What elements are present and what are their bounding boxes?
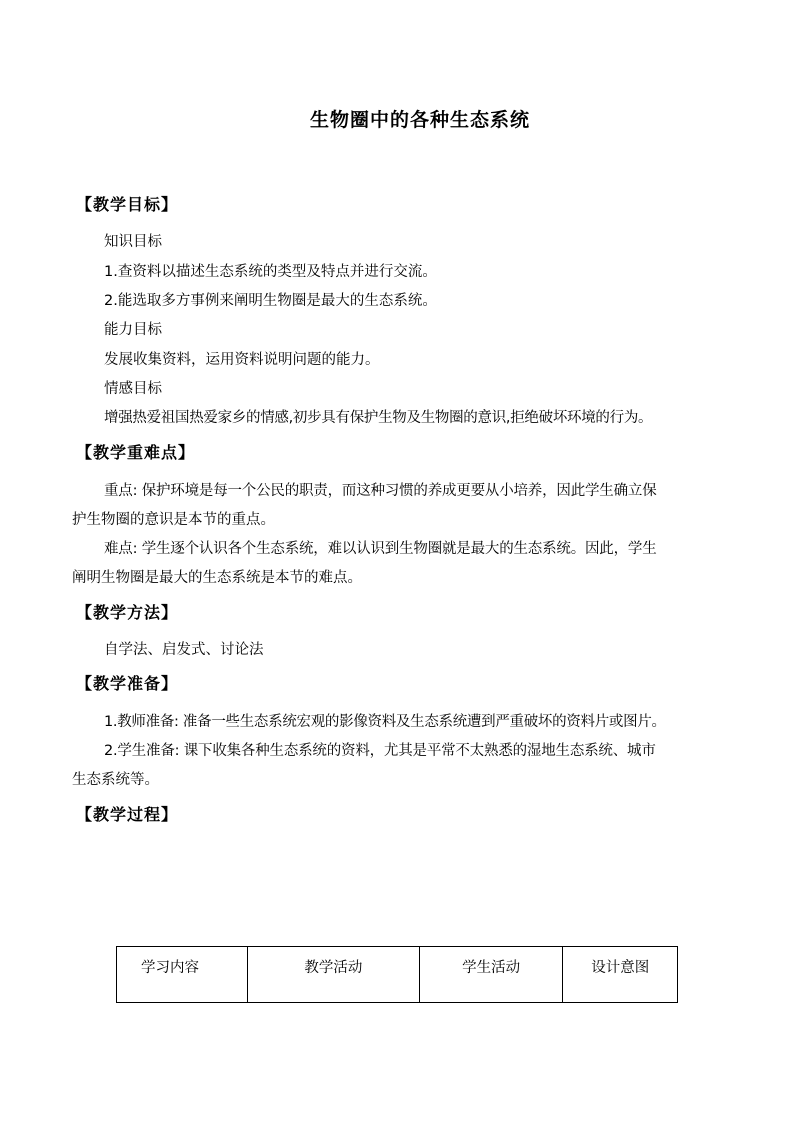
column-header-teaching-activity: 教学活动: [248, 947, 420, 1003]
knowledge-goal-item-2: 2.能选取多方事例来阐明生物圈是最大的生态系统。: [104, 293, 437, 309]
difficult-point-line-1: 难点: 学生逐个认识各个生态系统，难以认识到生物圈就是最大的生态系统。因此，学生: [104, 541, 657, 557]
ability-goal-label: 能力目标: [104, 322, 162, 338]
column-header-learning-content: 学习内容: [117, 947, 248, 1003]
heading-teaching-preparation: 【教学准备】: [76, 674, 179, 693]
knowledge-goal-label: 知识目标: [104, 234, 162, 250]
heading-key-points: 【教学重难点】: [76, 443, 196, 462]
difficult-point-line-2: 阐明生物圈是最大的生态系统是本节的难点。: [72, 570, 362, 586]
ability-goal-item: 发展收集资料，运用资料说明问题的能力。: [104, 352, 380, 368]
teacher-preparation: 1.教师准备: 准备一些生态系统宏观的影像资料及生态系统遭到严重破坏的资料片或图片。: [104, 714, 666, 730]
teaching-methods-content: 自学法、启发式、讨论法: [104, 642, 264, 658]
page-title: 生物圈中的各种生态系统: [309, 109, 530, 131]
key-point-line-2: 护生物圈的意识是本节的重点。: [72, 512, 275, 528]
heading-teaching-goals: 【教学目标】: [76, 195, 179, 214]
heading-teaching-methods: 【教学方法】: [76, 603, 179, 622]
teaching-process-table: [116, 946, 678, 1003]
knowledge-goal-item-1: 1.查资料以描述生态系统的类型及特点并进行交流。: [104, 264, 437, 280]
emotion-goal-label: 情感目标: [104, 381, 162, 397]
emotion-goal-item: 增强热爱祖国热爱家乡的情感,初步具有保护生物及生物圈的意识,拒绝破坏环境的行为。: [104, 410, 653, 426]
heading-teaching-process: 【教学过程】: [76, 805, 179, 824]
student-preparation-line-1: 2.学生准备: 课下收集各种生态系统的资料，尤其是平常不太熟悉的湿地生态系统、城市: [104, 743, 656, 759]
column-header-student-activity: 学生活动: [419, 947, 563, 1003]
table-header-row: [117, 947, 678, 1003]
column-header-design-intent: 设计意图: [563, 947, 678, 1003]
student-preparation-line-2: 生态系统等。: [72, 772, 159, 788]
key-point-line-1: 重点: 保护环境是每一个公民的职责，而这种习惯的养成更要从小培养，因此学生确立保: [104, 483, 657, 499]
